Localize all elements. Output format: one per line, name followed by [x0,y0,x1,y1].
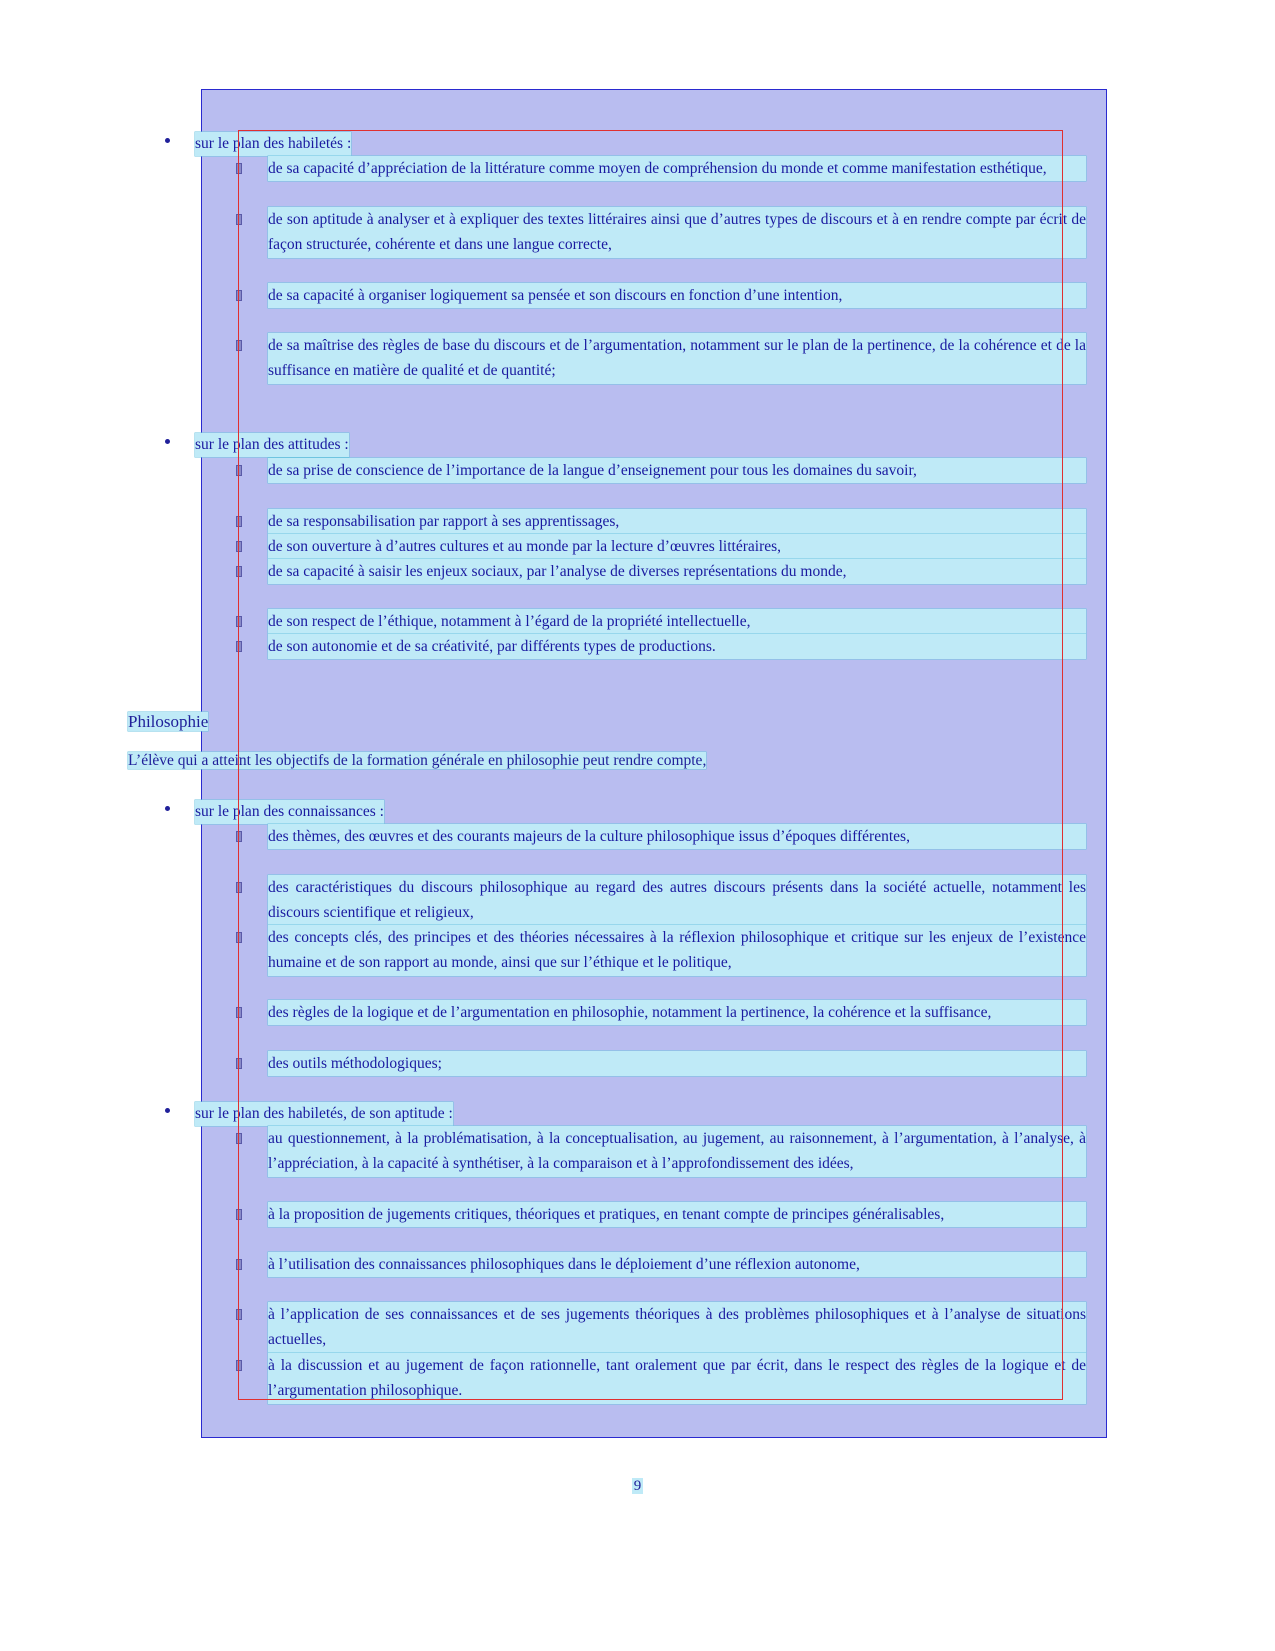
section-heading-label: Philosophie [128,712,209,731]
bullet-square-icon [236,1209,242,1220]
bullet-square-icon [236,290,242,301]
list-item [236,509,1086,534]
section-intro-paragraph [128,749,1028,773]
list-item [236,283,1086,308]
list-item [165,433,665,457]
section-heading [128,711,208,733]
page-number [0,1478,1275,1495]
bullet-square-icon [236,1133,242,1144]
bullet-square-icon [236,1309,242,1320]
list-item-label: sur le plan des habiletés : [195,132,351,156]
list-item [236,156,1086,181]
bullet-square-icon [236,882,242,893]
list-item-label: des thèmes, des œuvres et des courants majeurs de la culture philosophique issus d’époques différentes, [268,824,1086,849]
bullet-square-icon [236,541,242,552]
bullet-square-icon [236,1058,242,1069]
bullet-square-icon [236,465,242,476]
list-item-label: au questionnement, à la problématisation, à la conceptualisation, au jugement, au raisonnement, à l’argumentation, à l’analyse, à l’appréciation, à la capacité à synthétiser, à la comparaison et à l’approfondissement des idées, [268,1126,1086,1177]
bullet-icon [165,1108,170,1113]
list-item [236,634,1086,659]
list-item-label: à la discussion et au jugement de façon rationnelle, tant oralement que par écrit, dans le respect des règles de la logique et de l’argumentation philosophique. [268,1353,1086,1404]
list-item [236,1302,1086,1353]
list-item-label: de sa capacité à organiser logiquement sa pensée et son discours en fonction d’une intention, [268,283,1086,308]
list-item-label: de sa prise de conscience de l’importance de la langue d’enseignement pour tous les domaines du savoir, [268,458,1086,483]
list-item [236,824,1086,849]
list-item [165,132,665,156]
list-item [236,875,1086,926]
list-item [236,207,1086,258]
bullet-square-icon [236,1007,242,1018]
list-item-label: sur le plan des attitudes : [195,433,349,457]
list-item-label: à l’utilisation des connaissances philosophiques dans le déploiement d’une réflexion autonome, [268,1252,1086,1277]
list-item [236,925,1086,976]
bullet-square-icon [236,932,242,943]
bullet-square-icon [236,1360,242,1371]
list-item [236,1051,1086,1076]
section-intro-text: L’élève qui a atteint les objectifs de la formation générale en philosophie peut rendre compte, [128,752,707,769]
list-item-label: de sa responsabilisation par rapport à ses apprentissages, [268,509,1086,534]
bullet-icon [165,439,170,444]
page-number-label: 9 [633,1478,642,1494]
list-item-label: de sa capacité à saisir les enjeux sociaux, par l’analyse de diverses représentations du monde, [268,559,1086,584]
list-item [236,458,1086,483]
list-item-label: à la proposition de jugements critiques, théoriques et pratiques, en tenant compte de principes généralisables, [268,1202,1086,1227]
list-item [236,1252,1086,1277]
list-item [236,1202,1086,1227]
bullet-square-icon [236,641,242,652]
list-item [236,333,1086,384]
list-item [236,609,1086,634]
list-item [236,1000,1086,1025]
bullet-square-icon [236,516,242,527]
bullet-square-icon [236,831,242,842]
list-item-label: des concepts clés, des principes et des théories nécessaires à la réflexion philosophique et critique sur les enjeux de l’existence humaine et de son rapport au monde, ainsi que sur l’éthique et le politique, [268,925,1086,976]
list-item [236,1126,1086,1177]
list-item-label: de son aptitude à analyser et à expliquer des textes littéraires ainsi que d’autres types de discours et à en rendre compte par écrit de façon structurée, cohérente et dans une langue correcte, [268,207,1086,258]
list-item-label: de son respect de l’éthique, notamment à l’égard de la propriété intellectuelle, [268,609,1086,634]
list-item-label: sur le plan des habiletés, de son aptitude : [195,1102,453,1126]
list-item-label: des caractéristiques du discours philosophique au regard des autres discours présents dans la société actuelle, notamment les discours scientifique et religieux, [268,875,1086,926]
bullet-icon [165,138,170,143]
list-item [236,534,1086,559]
bullet-square-icon [236,566,242,577]
bullet-square-icon [236,1259,242,1270]
list-item-label: des règles de la logique et de l’argumentation en philosophie, notamment la pertinence, la cohérence et la suffisance, [268,1000,1086,1025]
list-item [165,800,665,824]
list-item-label: de son autonomie et de sa créativité, par différents types de productions. [268,634,1086,659]
list-item-label: de son ouverture à d’autres cultures et au monde par la lecture d’œuvres littéraires, [268,534,1086,559]
list-item [236,559,1086,584]
bullet-square-icon [236,340,242,351]
bullet-icon [165,806,170,811]
bullet-square-icon [236,214,242,225]
list-item-label: de sa capacité d’appréciation de la littérature comme moyen de compréhension du monde et comme manifestation esthétique, [268,156,1086,181]
list-item-label: de sa maîtrise des règles de base du discours et de l’argumentation, notamment sur le plan de la pertinence, de la cohérence et de la suffisance en matière de qualité et de quantité; [268,333,1086,384]
list-item-label: des outils méthodologiques; [268,1051,1086,1076]
list-item [165,1102,765,1126]
bullet-square-icon [236,163,242,174]
list-item [236,1353,1086,1404]
list-item-label: sur le plan des connaissances : [195,800,384,824]
bullet-square-icon [236,616,242,627]
list-item-label: à l’application de ses connaissances et de ses jugements théoriques à des problèmes philosophiques et à l’analyse de situations actuelles, [268,1302,1086,1353]
